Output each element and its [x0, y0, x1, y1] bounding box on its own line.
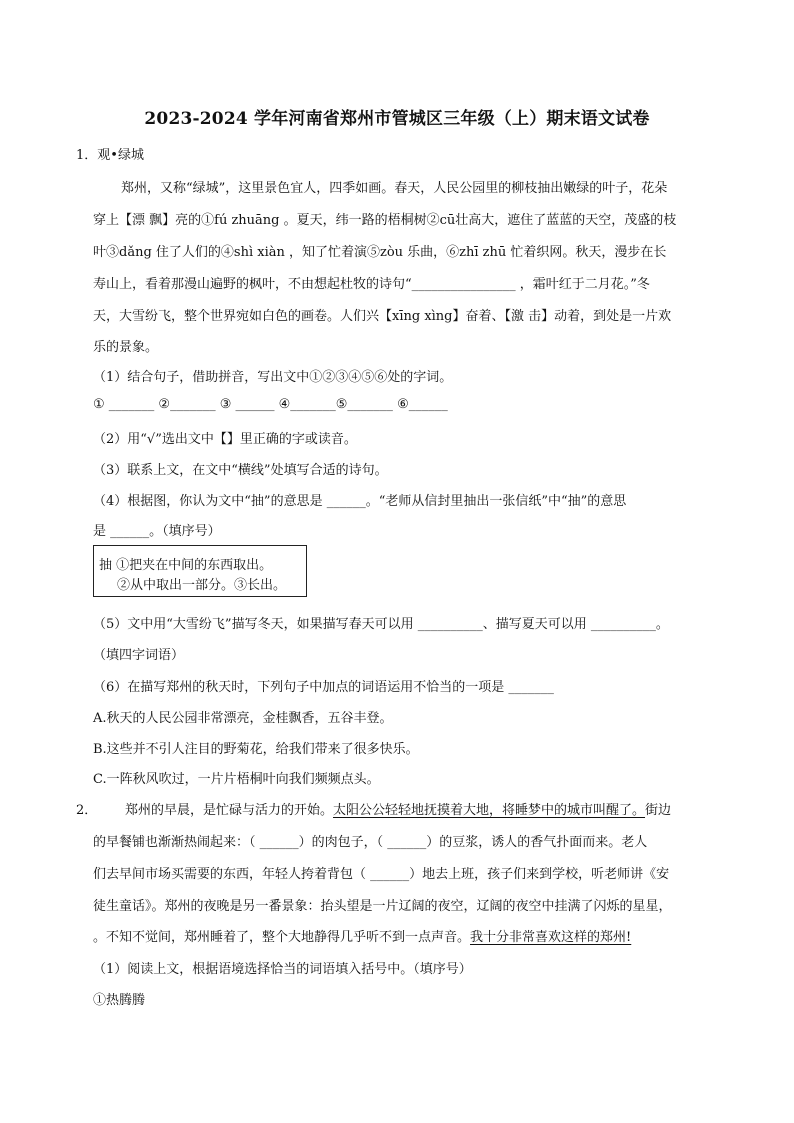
q2-passage-line-4: 徒生童话》。郑州的夜晚是另一番景象：抬头望是一片辽阔的夜空，辽阔的夜空中挂满了闪烁的星星， — [93, 899, 672, 914]
q2-underlined-ending: 我十分非常喜欢这样的郑州! — [470, 930, 632, 945]
dictionary-entry-line-2: ②从中取出一部分。③长出。 — [117, 578, 287, 593]
q1-sub5-line-2: （填四字词语） — [93, 648, 185, 663]
q2-passage-line-5-start: 。不知不觉间，郑州睡着了，整个大地静得几乎听不到一点声音。 — [93, 930, 471, 945]
q2-option-1: ①热腾腾 — [93, 993, 146, 1008]
q1-passage-line-3: 叶③dǎng 住了人们的④shì xiàn ，知了忙着演⑤zòu 乐曲，⑥zhī zhū 忙着织网。秋天，漫步在长 — [93, 245, 667, 260]
q1-sub2: （2）用“√”选出文中【】里正确的字或读音。 — [93, 432, 357, 447]
q1-sub1-answer-blanks[interactable]: ① _______ ②_______ ③ ______ ④_______⑤_______ ⑥______ — [93, 397, 448, 412]
q1-option-a: A.秋天的人民公园非常漂亮，金桂飘香，五谷丰登。 — [93, 711, 393, 726]
q2-passage-line-1-end: 街边 — [645, 803, 672, 818]
q1-option-c: C.一阵秋风吹过，一片片梧桐叶向我们频频点头。 — [93, 772, 380, 787]
q1-sub4-line-2: 是 ______。（填序号） — [93, 524, 221, 539]
q1-sub1: （1）结合句子，借助拼音，写出文中①②③④⑤⑥处的字词。 — [93, 370, 453, 385]
q1-sub6: （6）在描写郑州的秋天时，下列句子中加点的词语运用不恰当的一项是 _______ — [93, 680, 554, 695]
q2-underlined-sentence: 太阳公公轻轻地抚摸着大地，将睡梦中的城市叫醒了。 — [333, 803, 646, 818]
q2-passage-line-5 — [93, 926, 723, 945]
dictionary-entry-box — [93, 545, 307, 597]
q2-passage-line-2: 的早餐铺也渐渐热闹起来：（ ______）的肉包子，（ ______）的豆浆，诱人的香气扑面而来。老人 — [93, 835, 648, 850]
q2-passage-line-3: 们去早间市场买需要的东西，年轻人挎着背包（ ______）地去上班，孩子们来到学校，听老师讲《安 — [93, 867, 670, 882]
q1-passage-line-2: 穿上【漂 飘】亮的①fú zhuāng 。夏天，纬一路的梧桐树②cū壮高大，遮住了蓝蓝的天空，茂盛的枝 — [93, 213, 677, 228]
q1-header: 1．观•绿城 — [76, 148, 144, 163]
exam-title: 2023-2024 学年河南省郑州市管城区三年级（上）期末语文试卷 — [144, 109, 650, 129]
q2-passage-line-1 — [125, 799, 725, 818]
q1-passage-line-4: 寿山上，看着那漫山遍野的枫叶，不由想起杜牧的诗句“________________ ，霜叶红于二月花。”冬 — [93, 277, 650, 292]
dictionary-entry-line-1: 抽 ①把夹在中间的东西取出。 — [99, 558, 273, 573]
q1-sub4-line-1: （4）根据图，你认为文中“抽”的意思是 ______。“老师从信封里抽出一张信纸”中“抽”的意思 — [93, 494, 627, 509]
q1-sub5-line-1: （5）文中用“大雪纷飞”描写冬天，如果描写春天可以用 __________、描写夏天可以用 __________。 — [93, 617, 669, 632]
q2-sub1: （1）阅读上文，根据语境选择恰当的词语填入括号中。（填序号） — [93, 962, 472, 977]
q1-sub3: （3）联系上文，在文中“横线”处填写合适的诗句。 — [93, 463, 388, 478]
q1-passage-line-1: 郑州，又称“绿城”，这里景色宜人，四季如画。春天，人民公园里的柳枝抽出嫩绿的叶子，花朵 — [121, 181, 668, 196]
q1-passage-line-5: 天，大雪纷飞，整个世界宛如白色的画卷。人们兴【xīng xìng】奋着、【激 击】动着，到处是一片欢 — [93, 309, 672, 324]
q2-number: 2． — [76, 803, 98, 818]
q2-passage-line-1-start: 郑州的早晨，是忙碌与活力的开始。 — [125, 803, 334, 818]
q1-passage-line-6: 乐的景象。 — [93, 340, 159, 355]
q1-option-b: B.这些并不引人注目的野菊花，给我们带来了很多快乐。 — [93, 742, 419, 757]
